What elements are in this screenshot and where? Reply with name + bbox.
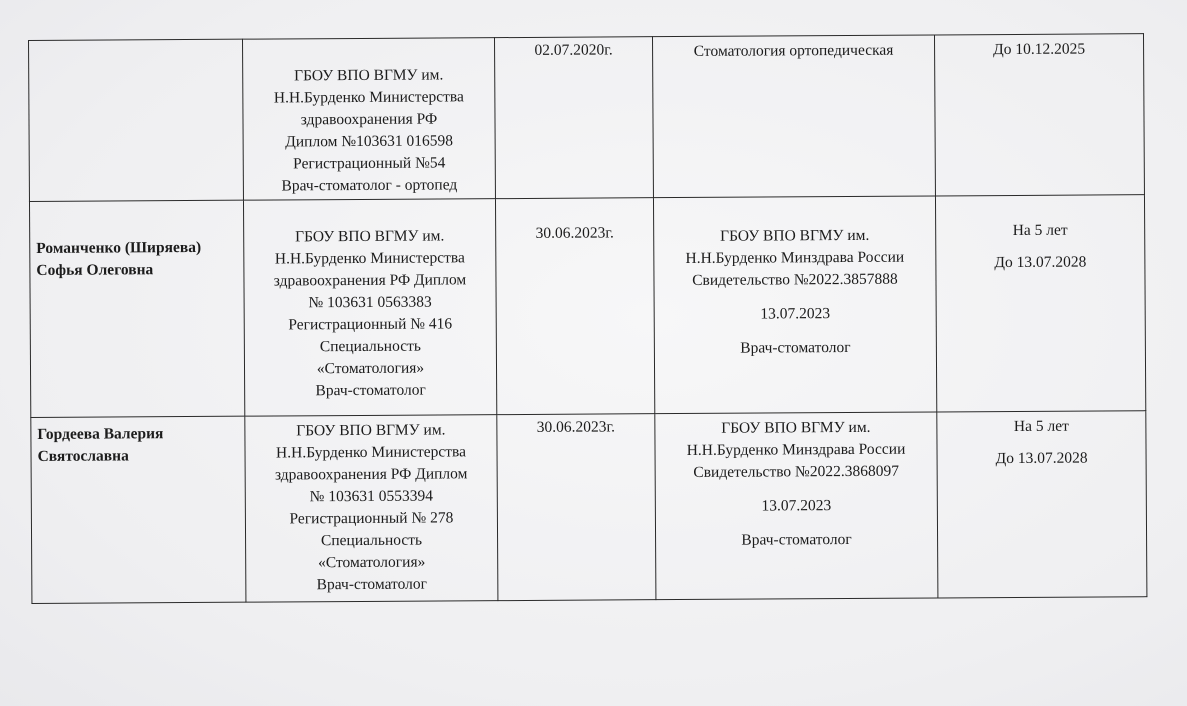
validity-line: На 5 лет: [1013, 417, 1069, 435]
education-line: здравоохранения РФ: [300, 110, 438, 129]
validity-line: На 5 лет: [1012, 221, 1068, 239]
issue-date: 30.06.2023г.: [535, 224, 614, 242]
specialization-cell: [653, 196, 936, 414]
name-cell: [31, 416, 246, 603]
specialization-line: Свидетельство №2022.3857888: [692, 270, 898, 289]
issue-date: 30.06.2023г.: [536, 418, 616, 436]
validity-cell: [937, 411, 1147, 598]
specialization-line: ГБОУ ВПО ВГМУ им.: [721, 418, 871, 437]
education-line: здравоохранения РФ Диплом: [273, 271, 467, 290]
specialization-line: Свидетельство №2022.3868097: [693, 462, 899, 481]
education-cell: [242, 38, 495, 201]
validity-line: До 13.07.2028: [994, 253, 1087, 272]
education-line: № 103631 0563383: [308, 293, 432, 312]
specialization-line: ГБОУ ВПО ВГМУ им.: [720, 226, 870, 245]
education-text: [249, 40, 489, 197]
specialization-text: [661, 414, 931, 552]
education-line: ГБОУ ВПО ВГМУ им.: [295, 227, 445, 246]
table-row: [31, 411, 1147, 604]
table-row: [29, 34, 1145, 202]
date-cell: [495, 198, 654, 415]
validity-line: До 10.12.2025: [993, 40, 1086, 59]
issue-date: 02.07.2020г.: [534, 41, 613, 59]
education-cell: [243, 199, 496, 417]
specialization-line: Н.Н.Бурденко Минздрава России: [686, 440, 906, 459]
education-line: Н.Н.Бурденко Министерства: [275, 443, 467, 462]
specialization-text: [659, 38, 928, 64]
specialization-cell: [652, 35, 935, 198]
education-line: Специальность: [320, 531, 423, 550]
date-cell: [494, 37, 653, 199]
education-cell: [245, 415, 498, 603]
education-line: Специальность: [319, 337, 421, 356]
specialization-line: 13.07.2023: [760, 305, 831, 323]
validity-text: [941, 36, 1137, 61]
validity-cell: [935, 195, 1145, 412]
specialization-line: Врач-стоматолог: [741, 530, 852, 549]
education-line: ГБОУ ВПО ВГМУ им.: [296, 421, 446, 440]
specialization-line: 13.07.2023: [761, 497, 832, 515]
specialization-line: Стоматология ортопедическая: [693, 41, 894, 60]
education-line: «Стоматология»: [318, 553, 426, 572]
specialization-cell: [655, 412, 938, 600]
name-cell: [29, 200, 244, 417]
validity-cell: [934, 34, 1144, 196]
education-line: Регистрационный № 416: [288, 315, 453, 334]
date-wrap: [502, 200, 647, 245]
education-line: «Стоматология»: [316, 359, 425, 378]
employee-name: Гордеева Валерия Святославна: [37, 425, 164, 465]
date-cell: [497, 414, 656, 601]
education-line: Врач-стоматолог: [316, 575, 428, 594]
staff-qualification-table: [28, 33, 1147, 604]
education-text: [250, 201, 490, 402]
validity-text: [943, 413, 1139, 470]
name-cell: [29, 39, 244, 201]
education-line: № 103631 0553394: [309, 487, 433, 506]
employee-name: Романченко (Ширяева) Софья Олеговна: [36, 238, 202, 279]
education-line: Регистрационный № 278: [289, 509, 454, 528]
specialization-line: Н.Н.Бурденко Минздрава России: [685, 248, 905, 267]
education-line: Регистрационный №54: [293, 154, 446, 173]
education-line: Н.Н.Бурденко Министерства: [273, 88, 464, 107]
education-line: здравоохранения РФ Диплом: [274, 465, 468, 484]
education-line: Диплом №103631 016598: [285, 132, 454, 151]
education-text: [251, 417, 491, 596]
validity-line: До 13.07.2028: [995, 449, 1088, 468]
education-line: Н.Н.Бурденко Министерства: [274, 249, 465, 268]
education-line: Врач-стоматолог: [315, 381, 426, 400]
education-line: Врач-стоматолог - ортопед: [281, 176, 458, 195]
specialization-text: [660, 198, 930, 360]
table-row: [29, 195, 1145, 418]
education-line: ГБОУ ВПО ВГМУ им.: [294, 66, 444, 85]
specialization-line: Врач-стоматолог: [740, 338, 851, 357]
validity-text: [942, 197, 1138, 274]
employee-name: [35, 42, 236, 47]
